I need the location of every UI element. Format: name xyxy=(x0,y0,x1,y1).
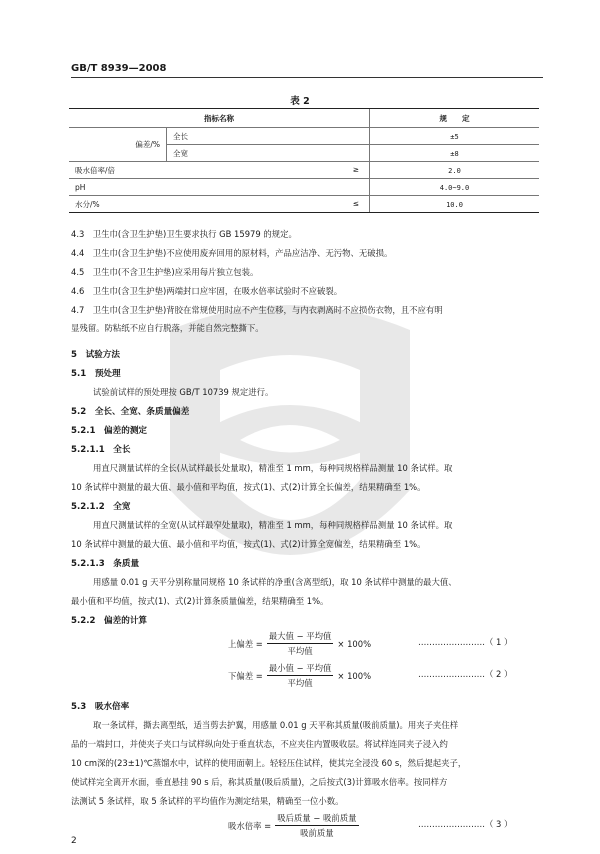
formula-3: 吸水倍率 = $\frac{\text{吸后质量 − 吸前质量}}{\text{吸前质量}}$ xyxy=(228,813,357,838)
table-row xyxy=(69,162,539,179)
formula-1-fraction: $\frac{\text{最大值 − 平均值}}{\text{平均值}}$ xyxy=(268,631,332,656)
section-5-3-line: 使试样完全离开水面，垂直悬挂 90 s 后，称其质量(吸后质量)，之后按式(3)计算吸水倍率。按同样方 xyxy=(71,777,448,787)
section-5-2-title: 5.2 全长、全宽、条质量偏差 xyxy=(71,407,190,417)
clause-4-3: 4.3 卫生巾(含卫生护垫)卫生要求执行 GB 15979 的规定。 xyxy=(71,229,297,239)
row-name: 全宽 xyxy=(167,145,370,162)
header-rule xyxy=(71,77,543,78)
page-number: 2 xyxy=(71,836,77,846)
clause-4-4: 4.4 卫生巾(含卫生护垫)不应使用废弃回用的原材料，产品应洁净、无污物、无破损。 xyxy=(71,248,393,258)
row-value: 10.0 xyxy=(370,196,540,213)
row-value: 2.0 xyxy=(370,162,540,179)
col-header-spec: 规 定 xyxy=(370,109,540,128)
section-5-2-1-title: 5.2.1 偏差的测定 xyxy=(71,426,148,436)
table-row xyxy=(69,179,539,196)
row-name: 全长 xyxy=(167,128,370,145)
formula-2: 下偏差 = $\frac{\text{最小值 − 平均值}}{\text{平均值}}$ × 100% xyxy=(228,663,372,688)
watermark-emblem xyxy=(150,290,430,620)
clause-4-7-cont: 显残留。防粘纸不应自行脱落，并能自然完整撕下。 xyxy=(71,323,264,333)
section-5-2-1-3-line: 用感量 0.01 g 天平分别称量同规格 10 条试样的净重(含离型纸)，取 10 条试样中测量的最大值、 xyxy=(93,577,457,587)
section-5-1-text: 试验前试样的预处理按 GB/T 10739 规定进行。 xyxy=(93,387,274,397)
section-5-2-1-2-line: 用直尺测量试样的全宽(从试样最窄处量取)，精准至 1 mm，每种同规格样品测量 10 条试样。取 xyxy=(93,520,453,530)
formula-1-number: ……………………（ 1 ） xyxy=(418,637,513,647)
section-5-3-line: 10 cm深的(23±1)℃蒸馏水中，试样的使用面朝上。轻轻压住试样，使其完全浸没 60 s，然后提起夹子， xyxy=(71,758,467,768)
table-row xyxy=(69,128,539,145)
row-value: 4.0~9.0 xyxy=(370,179,540,196)
formula-2-fraction: $\frac{\text{最小值 − 平均值}}{\text{平均值}}$ xyxy=(268,663,332,688)
row-value: ±5 xyxy=(370,128,540,145)
section-5-2-2-title: 5.2.2 偏差的计算 xyxy=(71,616,148,626)
formula-1: 上偏差 = $\frac{\text{最大值 − 平均值}}{\text{平均值}}$ × 100% xyxy=(228,631,372,656)
section-5-1-title: 5.1 预处理 xyxy=(71,369,121,379)
section-5-title: 5 试验方法 xyxy=(71,350,120,360)
row-name: pH xyxy=(69,179,370,196)
clause-4-5: 4.5 卫生巾(不含卫生护垫)应采用每片独立包装。 xyxy=(71,267,259,277)
standard-code: GB/T 8939—2008 xyxy=(71,63,167,74)
section-5-3-line: 取一条试样，撕去离型纸，适当剪去护翼，用感量 0.01 g 天平称其质量(吸前质量)。用夹子夹住样 xyxy=(93,720,459,730)
formula-3-number: ……………………（ 3 ） xyxy=(418,819,513,829)
row-group-deviation: 偏差/% xyxy=(69,128,167,162)
row-sign: ≥ xyxy=(352,164,359,174)
spec-table xyxy=(69,108,539,213)
section-5-2-1-1-line: 用直尺测量试样的全长(从试样最长处量取)，精准至 1 mm，每种同规格样品测量 10 条试样。取 xyxy=(93,463,453,473)
section-5-2-1-2-line: 10 条试样中测量的最大值、最小值和平均值，按式(1)、式(2)计算全宽偏差，结果精确至 1%。 xyxy=(71,539,426,549)
section-5-3-line: 品的一端封口，并使夹子夹口与试样纵向处于垂直状态，不应夹住内置吸收层。将试样连同夹子浸入约 xyxy=(71,739,448,749)
row-value: ±8 xyxy=(370,145,540,162)
section-5-3-line: 法测试 5 条试样，取 5 条试样的平均值作为测定结果，精确至一位小数。 xyxy=(71,796,344,806)
section-5-2-1-1-title: 5.2.1.1 全长 xyxy=(71,445,131,455)
col-header-name: 指标名称 xyxy=(69,109,370,128)
row-name: 吸水倍率/倍 ≥ xyxy=(69,162,370,179)
row-sign: ≤ xyxy=(352,198,359,208)
formula-2-number: ……………………（ 2 ） xyxy=(418,669,513,679)
table-header-row xyxy=(69,109,539,128)
formula-3-fraction: $\frac{\text{吸后质量 − 吸前质量}}{\text{吸前质量}}$ xyxy=(277,813,357,838)
section-5-2-1-3-line: 最小值和平均值，按式(1)、式(2)计算条质量偏差，结果精确至 1%。 xyxy=(71,596,329,606)
section-5-2-1-2-title: 5.2.1.2 全宽 xyxy=(71,502,131,512)
table-row xyxy=(69,196,539,213)
section-5-2-1-1-line: 10 条试样中测量的最大值、最小值和平均值，按式(1)、式(2)计算全长偏差，结果精确至 1%。 xyxy=(71,482,426,492)
clause-4-6: 4.6 卫生巾(含卫生护垫)两端封口应牢固，在吸水倍率试验时不应破裂。 xyxy=(71,286,343,296)
section-5-3-title: 5.3 吸水倍率 xyxy=(71,702,130,712)
clause-4-7: 4.7 卫生巾(含卫生护垫)背胶在常规使用时应不产生位移，与内衣剥离时不应损伤衣物，且不应有明 xyxy=(71,305,443,315)
table-caption: 表 2 xyxy=(290,96,310,107)
section-5-2-1-3-title: 5.2.1.3 条质量 xyxy=(71,559,140,569)
row-name: 水分/% ≤ xyxy=(69,196,370,213)
